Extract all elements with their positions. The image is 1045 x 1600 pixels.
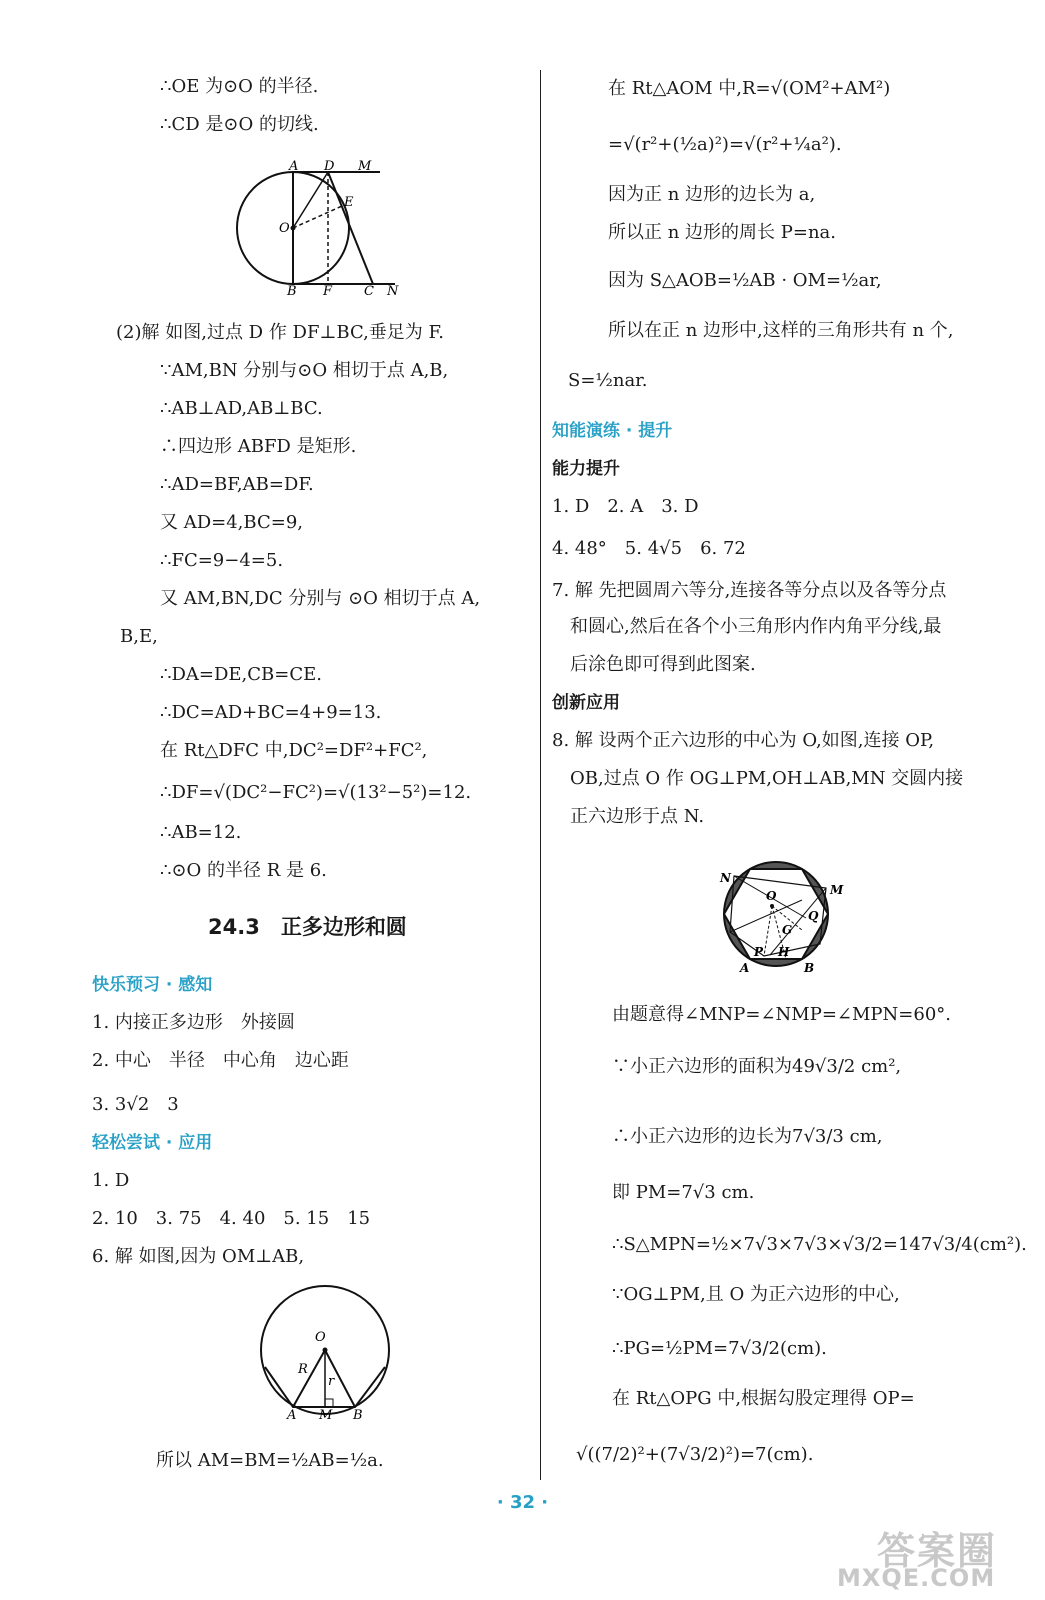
text-line: ∴DC=AD+BC=4+9=13. (160, 702, 382, 723)
text-line: S=½nar. (568, 370, 648, 391)
fig1-label: D (324, 159, 335, 174)
text-line: 又 AM,BN,DC 分别与 ⊙O 相切于点 A, (160, 588, 481, 609)
text-line: 因为正 n 边形的边长为 a, (608, 184, 816, 205)
fig3-label: G (782, 923, 793, 937)
text-line: ∵OG⊥PM,且 O 为正六边形的中心, (612, 1284, 900, 1305)
fig1-label: B (287, 284, 297, 298)
fig2-label: A (287, 1408, 297, 1423)
fig3-label: A (740, 961, 750, 975)
subsection-header: 创新应用 (552, 693, 620, 713)
text-line: ∴S△MPN=½×7√3×7√3×√3/2=147√3/4(cm²). (612, 1234, 1027, 1255)
section-header: 知能演练 · 提升 (552, 421, 673, 441)
text-line: 即 PM=7√3 cm. (612, 1182, 755, 1203)
fig3-label: Q (808, 909, 819, 923)
fig1-label: C (364, 284, 374, 298)
section-header: 快乐预习 · 感知 (92, 975, 213, 995)
watermark-text: 答案圈 (877, 1529, 998, 1573)
fig2-label: B (353, 1408, 363, 1423)
answer-line: OB,过点 O 作 OG⊥PM,OH⊥AB,MN 交圆内接 (570, 768, 964, 789)
text-line: ∴CD 是⊙O 的切线. (160, 114, 319, 135)
answer-line: 后涂色即可得到此图案. (570, 654, 756, 675)
answer-line: 1. D (92, 1170, 130, 1191)
text-line: ∴DA=DE,CB=CE. (160, 664, 322, 685)
answer-line: 1. 内接正多边形 外接圆 (92, 1012, 295, 1033)
text-line: ∴PG=½PM=7√3/2(cm). (612, 1338, 827, 1359)
page-number: · 32 · (496, 1492, 549, 1513)
answer-line: 6. 解 如图,因为 OM⊥AB, (92, 1246, 305, 1267)
text-line: ∴AB⊥AD,AB⊥BC. (160, 398, 323, 419)
text-line: ∴FC=9−4=5. (160, 550, 284, 571)
text-line: 因为 S△AOB=½AB · OM=½ar, (608, 270, 882, 291)
text-line: 所以在正 n 边形中,这样的三角形共有 n 个, (608, 320, 954, 341)
text-line: 在 Rt△AOM 中,R=√(OM²+AM²) (608, 78, 891, 99)
section-title: 24.3 正多边形和圆 (208, 915, 407, 939)
answer-line: 2. 中心 半径 中心角 边心距 (92, 1050, 349, 1071)
fig2-label: O (315, 1330, 326, 1345)
fig1-label: E (344, 195, 354, 210)
answer-line: 正六边形于点 N. (570, 806, 705, 827)
watermark (837, 1520, 1027, 1598)
text-line: B,E, (120, 626, 158, 647)
figure-apothem-circle (255, 1285, 405, 1425)
text-line: ∵小正六边形的面积为49√3/2 cm², (612, 1056, 902, 1077)
fig3-label: N (720, 871, 731, 885)
text-line: ∴小正六边形的边长为7√3/3 cm, (612, 1126, 883, 1147)
text-line: ∴四边形 ABFD 是矩形. (160, 436, 357, 457)
figure-tangent-circle (230, 158, 410, 298)
fig1-label: O (279, 221, 290, 236)
fig3-label: B (804, 961, 815, 975)
text-line: 所以 AM=BM=½AB=½a. (156, 1450, 384, 1471)
fig2-label: r (328, 1374, 335, 1389)
text-line: 又 AD=4,BC=9, (160, 512, 303, 533)
fig1-label: F (323, 284, 333, 298)
fig3-label: P (754, 945, 764, 959)
answer-line: 3. 3√2 3 (92, 1094, 179, 1115)
fig2-label: M (319, 1408, 333, 1423)
text-line: ∵AM,BN 分别与⊙O 相切于点 A,B, (160, 360, 449, 381)
answer-line: 2. 10 3. 75 4. 40 5. 15 15 (92, 1208, 371, 1229)
answer-line: 7. 解 先把圆周六等分,连接各等分点以及各等分点 (552, 580, 947, 601)
text-line: 所以正 n 边形的周长 P=na. (608, 222, 836, 243)
text-line: 在 Rt△OPG 中,根据勾股定理得 OP= (612, 1388, 915, 1409)
text-line: ∴AD=BF,AB=DF. (160, 474, 314, 495)
fig3-label: O (766, 889, 777, 903)
section-header: 轻松尝试 · 应用 (92, 1133, 213, 1153)
text-line: 在 Rt△DFC 中,DC²=DF²+FC², (160, 740, 428, 761)
answer-line: 4. 48° 5. 4√5 6. 72 (552, 538, 746, 559)
text-line: √((7/2)²+(7√3/2)²)=7(cm). (576, 1444, 814, 1465)
fig2-label: R (298, 1362, 308, 1377)
fig3-label: M (830, 883, 844, 897)
fig3-label: H (778, 945, 790, 959)
text-line: ∴OE 为⊙O 的半径. (160, 76, 319, 97)
text-line: ∴⊙O 的半径 R 是 6. (160, 860, 327, 881)
text-line: =√(r²+(½a)²)=√(r²+¼a²). (608, 134, 842, 155)
answer-line: 1. D 2. A 3. D (552, 496, 699, 517)
answer-line: 8. 解 设两个正六边形的中心为 O,如图,连接 OP, (552, 730, 935, 751)
figure-hexagons (716, 860, 846, 980)
fig1-label: M (358, 159, 372, 174)
answer-line: 和圆心,然后在各个小三角形内作内角平分线,最 (570, 616, 942, 637)
text-line: ∴DF=√(DC²−FC²)=√(13²−5²)=12. (160, 782, 472, 803)
subsection-header: 能力提升 (552, 459, 620, 479)
text-line: (2)解 如图,过点 D 作 DF⊥BC,垂足为 F. (116, 322, 444, 343)
fig1-label: A (289, 159, 299, 174)
watermark-url: MXQE.COM (837, 1564, 996, 1592)
column-divider (540, 70, 541, 1480)
text-line: 由题意得∠MNP=∠NMP=∠MPN=60°. (612, 1004, 951, 1025)
text-line: ∴AB=12. (160, 822, 242, 843)
fig1-label: N (387, 284, 399, 298)
